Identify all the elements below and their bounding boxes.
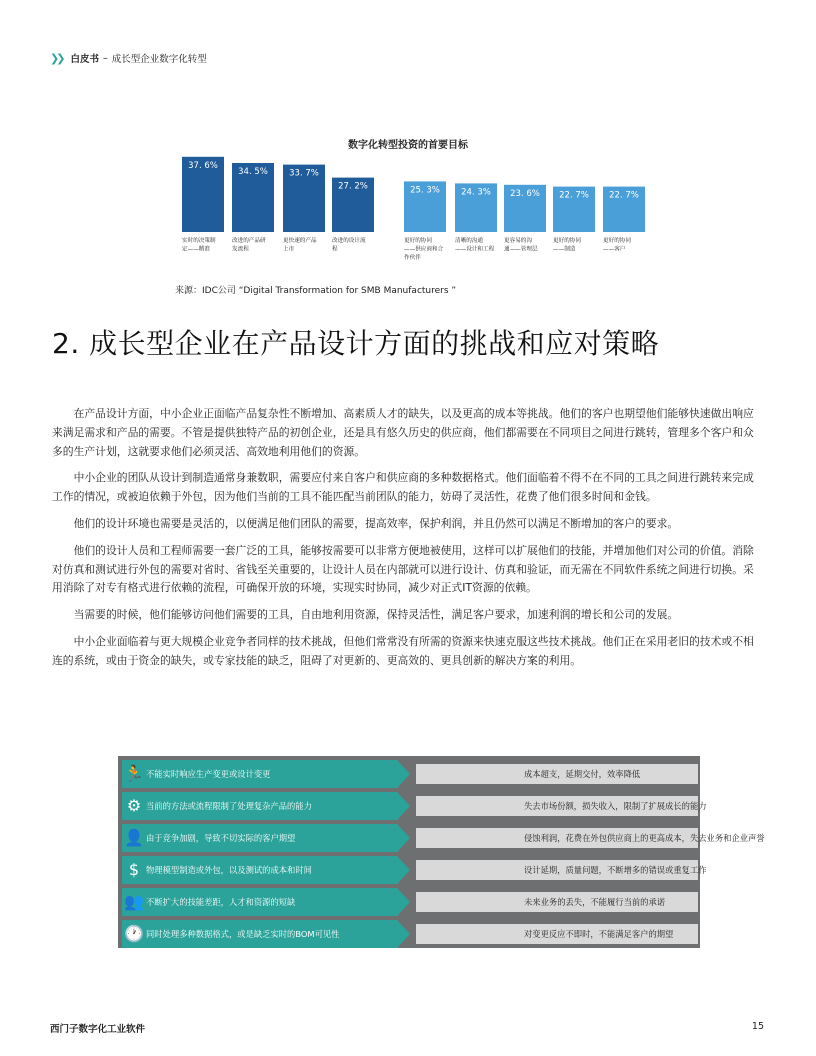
category-label: ——设计和工程 — [455, 246, 495, 253]
impact-text: 对变更反应不即时，不能满足客户的期望 — [524, 929, 674, 939]
challenge-text: 当前的方法或流程限制了处理复杂产品的能力 — [146, 801, 312, 811]
challenge-row — [118, 824, 765, 852]
challenge-row — [118, 920, 700, 948]
challenge-text: 不断扩大的技能差距，人才和资源的短缺 — [146, 897, 296, 907]
header-brand: 白皮书 — [70, 54, 99, 65]
category-label: 更快速的产品 — [283, 238, 317, 244]
header-subtitle: 成长型企业数字化转型 — [111, 54, 207, 65]
section-title: 2. 成长型企业在产品设计方面的挑战和应对策略 — [52, 327, 660, 360]
double-chevron-icon: ❯❯ — [50, 51, 63, 65]
challenge-text: 物理模型制造或外包，以及测试的成本和时间 — [146, 865, 312, 875]
category-label: 程 — [332, 246, 338, 253]
challenge-text: 不能实时响应生产变更或设计变更 — [146, 769, 271, 779]
runner-icon: 🏃 — [124, 764, 144, 783]
gears-icon: ⚙ — [126, 796, 142, 815]
header-separator: – — [102, 52, 108, 64]
challenge-text: 同时处理多种数据格式，或是缺乏实时的BOM可见性 — [146, 929, 340, 939]
category-label: 定——精准 — [182, 246, 210, 253]
paragraph: 他们的设计人员和工程师需要一套广泛的工具，能够按需要可以非常方便地被使用，这样可以扩展他们的技能，并增加他们对公司的价值。消除对仿真和测试进行外包的需要对省时、省钱至关重要的，让设计人员在内部就可以进行设计、仿真和验证，而无需在不同软件系统之间进行切换。采用消除了对专有格式进行依赖的流程，可确保开放的环境，实现实时协同，减少对正式IT资源的依赖。 — [52, 543, 754, 595]
page-number: 15 — [751, 1021, 764, 1032]
bar-value-label: 33. 7% — [289, 168, 319, 179]
impact-text: 侵蚀利润，花费在外包供应商上的更高成本，失去业务和企业声誉 — [524, 833, 765, 843]
bar-value-label: 27. 2% — [338, 181, 368, 192]
page-header — [50, 51, 207, 65]
person-desk-icon: 👤 — [124, 828, 144, 847]
challenge-impact-table — [118, 756, 765, 948]
impact-text: 失去市场份额，损失收入，限制了扩展成长的能力 — [524, 801, 707, 811]
paragraph: 在产品设计方面，中小企业正面临产品复杂性不断增加、高素质人才的缺失，以及更高的成本等挑战。他们的客户也期望他们能够快速做出响应来满足需求和产品的需要。不管是提供独特产品的初创企业，还是具有悠久历史的供应商，他们都需要在不同项目之间进行跳转，管理多个客户和众多的生产计划，这就要求他们必须灵活、高效地利用他们的资源。 — [52, 407, 754, 458]
challenge-row — [118, 760, 700, 788]
money-down-icon: $ — [128, 860, 140, 879]
paragraph: 中小企业面临着与更大规模企业竞争者同样的技术挑战，但他们常常没有所需的资源来快速克服这些技术挑战。他们正在采用老旧的技术或不相连的系统，或由于资金的缺失，或专家技能的缺乏，阻碍了对更新的、更高效的、更具创新的解决方案的利用。 — [52, 634, 754, 667]
bar-value-label: 22. 7% — [609, 190, 639, 201]
chart-source: 来源：IDC公司 “Digital Transformation for SMB Manufacturers ” — [175, 286, 457, 296]
category-label: 实时的决策制 — [182, 238, 216, 244]
body-text — [52, 405, 764, 679]
category-label: 作伙伴 — [404, 255, 421, 261]
people-icon: 👥 — [124, 892, 144, 911]
paragraph: 他们的设计环境也需要是灵活的，以便满足他们团队的需要，提高效率，保护利润，并且仍然可以满足不断增加的客户的要求。 — [73, 516, 679, 530]
challenge-text: 由于竞争加剧，导致不切实际的客户期望 — [146, 833, 296, 843]
bar-value-label: 37. 6% — [188, 160, 218, 171]
category-label: 上市 — [283, 246, 295, 253]
bar-value-label: 25. 3% — [410, 185, 440, 196]
impact-text: 未来业务的丢失，不能履行当前的承诺 — [524, 897, 666, 907]
category-label: 更容易的沟 — [504, 238, 532, 244]
category-label: ——制造 — [553, 246, 576, 253]
chart-title: 数字化转型投资的首要目标 — [348, 140, 468, 151]
footer-company: 西门子数字化工业软件 — [50, 1024, 146, 1035]
bar-value-label: 22. 7% — [559, 190, 589, 201]
challenge-row — [118, 856, 707, 884]
paragraph: 当需要的时候，他们能够访问他们需要的工具，自由地利用资源，保持灵活性，满足客户要求，加速利润的增长和公司的发展。 — [73, 608, 679, 622]
bar-value-label: 23. 6% — [510, 188, 540, 199]
category-label: 清晰的沟通 — [455, 238, 483, 244]
category-label: 更好的协同 — [603, 238, 631, 244]
bar-chart — [170, 150, 650, 270]
category-label: 改进的产品研 — [232, 238, 266, 244]
impact-text: 设计延期，质量问题，不断增多的错误或重复工作 — [524, 865, 707, 875]
category-label: 更好的协同 — [553, 238, 581, 244]
paragraph: 中小企业的团队从设计到制造通常身兼数职，需要应付来自客户和供应商的多种数据格式。他们面临着不得不在不同的工具之间进行跳转来完成工作的情况，或被迫依赖于外包，因为他们当前的工具不能匹配当前团队的能力，妨碍了灵活性，花费了他们很多时间和金钱。 — [52, 471, 754, 504]
category-label: 通——管理层 — [504, 246, 538, 253]
category-label: 更好的协同 — [404, 238, 432, 244]
category-label: 改进的设计流 — [332, 238, 366, 244]
challenge-row — [118, 888, 700, 916]
category-label: ——客户 — [603, 246, 626, 253]
category-label: 发流程 — [232, 246, 249, 253]
challenge-row — [118, 792, 707, 820]
clock-icon: 🕐 — [124, 924, 144, 943]
impact-text: 成本超支，延期交付，效率降低 — [524, 769, 641, 779]
bar-value-label: 34. 5% — [238, 167, 268, 177]
bar-value-label: 24. 3% — [461, 187, 491, 198]
category-label: ——供应商和合 — [404, 246, 444, 253]
